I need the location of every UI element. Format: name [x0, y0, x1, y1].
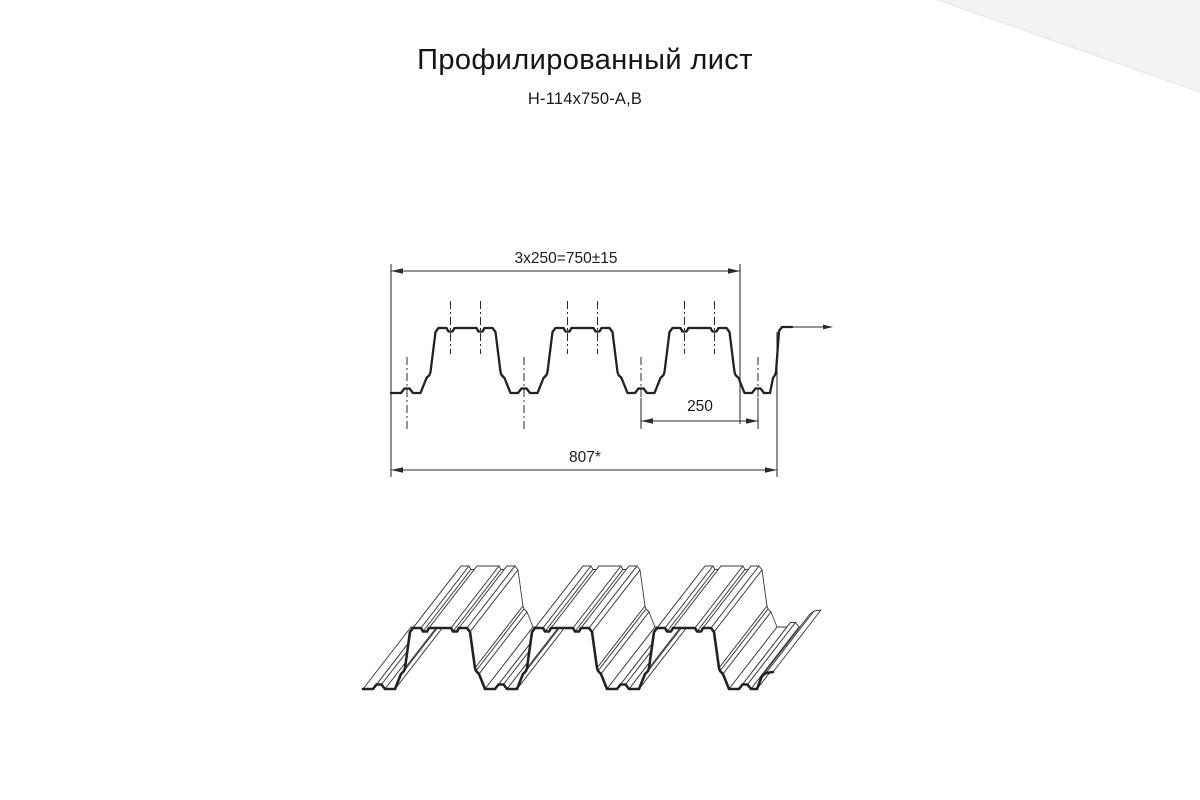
dimension-overall-label: 807*	[569, 449, 601, 466]
dimension-pitch-label: 250	[687, 398, 713, 415]
drawing-subtitle: Н-114х750-А,В	[527, 90, 643, 108]
dimension-arrow	[391, 268, 403, 273]
dimension-top-label: 3х250=750±15	[514, 250, 618, 267]
profile-outline	[391, 327, 792, 393]
dimension-arrow	[746, 418, 758, 423]
dimension-arrow	[728, 268, 740, 273]
overlap-edge-arrow	[823, 325, 833, 330]
corner-artifact	[938, 0, 1200, 92]
perspective-view	[363, 566, 821, 689]
dimension-arrow	[391, 467, 403, 472]
cross-section-view	[391, 264, 833, 477]
drawing-title: Профилированный лист	[417, 44, 753, 76]
dimension-arrow	[641, 418, 653, 423]
dimension-arrow	[765, 467, 777, 472]
